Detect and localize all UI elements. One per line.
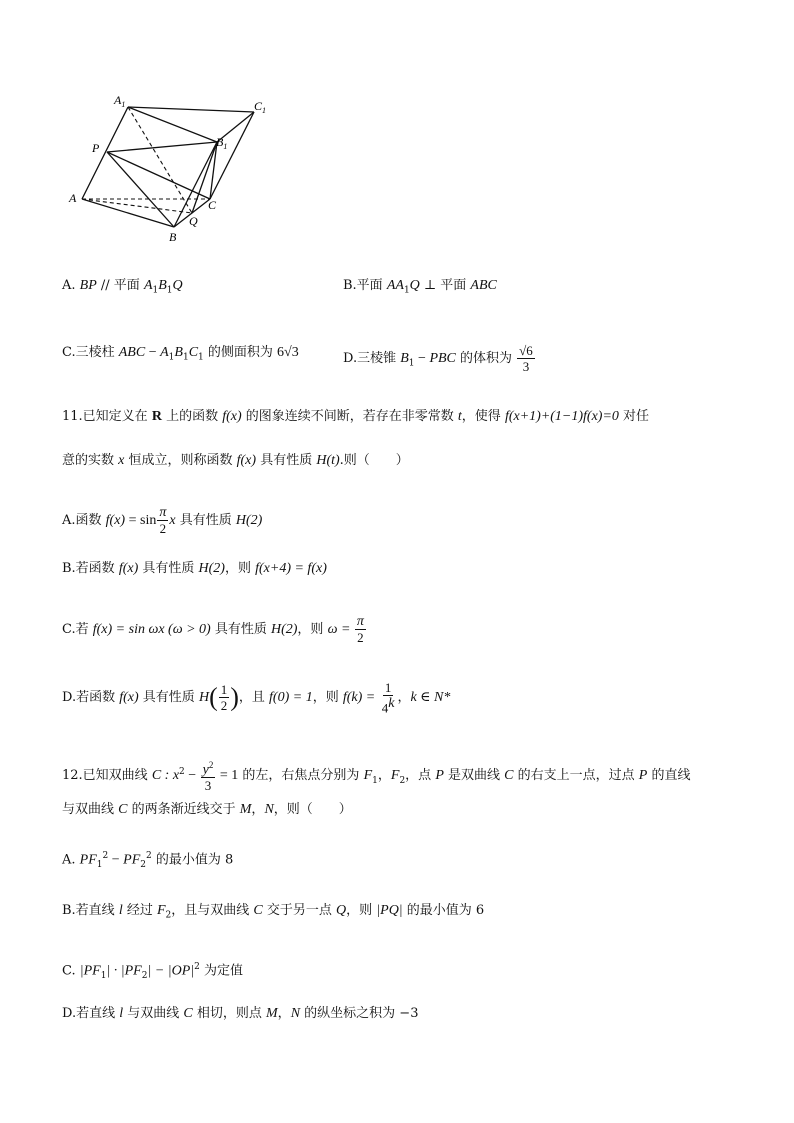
label-C: C (208, 198, 217, 212)
q10-option-d: D.三棱锥 $B_1$ − PBC 的体积为 $\frac{√6}{3}$ (343, 343, 533, 374)
q11-stem-line1: 11.已知定义在 R 上的函数 f(x) 的图象连续不间断，若存在非零常数 t，使得 f(x+1)+(1−1)f(x)=0 对任 (62, 409, 650, 424)
label-Q: Q (189, 214, 198, 228)
label-A: A (69, 191, 77, 205)
dashed-A-Q (82, 199, 192, 213)
prism-figure (62, 92, 282, 252)
edge-P-C (107, 152, 210, 199)
fraction: $\frac{\pi}{2}$ (356, 614, 364, 645)
fraction: $\frac{1}{4^k}$ (381, 680, 395, 716)
edge-A1-A (82, 107, 128, 199)
q10-option-a: A. BP // 平面 $A_1B_1Q$ (62, 278, 183, 296)
edge-C1-C (210, 112, 254, 199)
q12-stem-line2: 与双曲线 C 的两条渐近线交于 M，N，则（ ） (62, 802, 352, 817)
edge-A-B (82, 199, 174, 227)
dashed-A1-Q (128, 107, 192, 213)
q10-option-c: C.三棱柱 ABC − $A_1B_1C_1$ 的侧面积为 6√3 (62, 345, 299, 363)
q10-option-b: B.平面 $AA_1Q$ ⊥ 平面 ABC (343, 278, 497, 296)
q12-option-a: A. $PF_1^2 - PF_2^2$ 的最小值为 8 (62, 851, 234, 870)
edge-P-B (107, 152, 174, 227)
fraction: $\frac{1}{2}$ (220, 682, 228, 714)
q11-option-c: C.若 f(x) = sin ωx (ω > 0) 具有性质 H(2)，则 ω = $\frac{\pi}{2}$ (62, 614, 364, 645)
q11-option-a: A.函数 f(x) = sin $\frac{\pi}{2}$ x 具有性质 H(2) (62, 505, 263, 536)
label-B1: $B_1$ (216, 135, 228, 151)
q12-option-d: D.若直线 l 与双曲线 C 相切，则点 M，N 的纵坐标之积为 −3 (62, 1006, 419, 1021)
edge-A1-B1 (128, 107, 217, 142)
label-A1: $A_1$ (114, 93, 126, 109)
fraction: $\frac{y^2}{3}$ (202, 760, 214, 794)
label-C1: $C_1$ (254, 99, 267, 115)
q11-option-b: B.若函数 f(x) 具有性质 H(2)，则 f(x+4) = f(x) (62, 561, 327, 576)
q11-stem-line2: 意的实数 x 恒成立，则称函数 f(x) 具有性质 H(t).则（ ） (62, 453, 409, 468)
q11-option-d: D.若函数 f(x) 具有性质 H( $\frac{1}{2}$ )，且 f(0) = 1，则 f(k) = $\frac{1}{4^k}$ ，k ∈ N* (62, 680, 451, 716)
fraction: $\frac{\pi}{2}$ (159, 505, 167, 536)
fraction: $\frac{√6}{3}$ (519, 343, 533, 374)
edge-A1-C1 (128, 107, 254, 112)
q12-stem-line1: 12.已知双曲线 C : $x^2$ − $\frac{y^2}{3}$ = 1 的左，右焦点分别为 $F_1$，$F_2$，点 P 是双曲线 C 的右支上一点，过点 P 的直线 (62, 760, 691, 794)
q12-option-c: C. $|PF_1| \cdot |PF_2| - |OP|^2$ 为定值 (62, 962, 244, 981)
label-P: P (92, 141, 100, 155)
q12-option-b: B.若直线 l 经过 $F_2$，且与双曲线 C 交于另一点 Q，则 |PQ| 的最小值为 6 (62, 903, 485, 921)
label-B: B (169, 230, 177, 244)
edge-P-B1 (107, 142, 217, 152)
